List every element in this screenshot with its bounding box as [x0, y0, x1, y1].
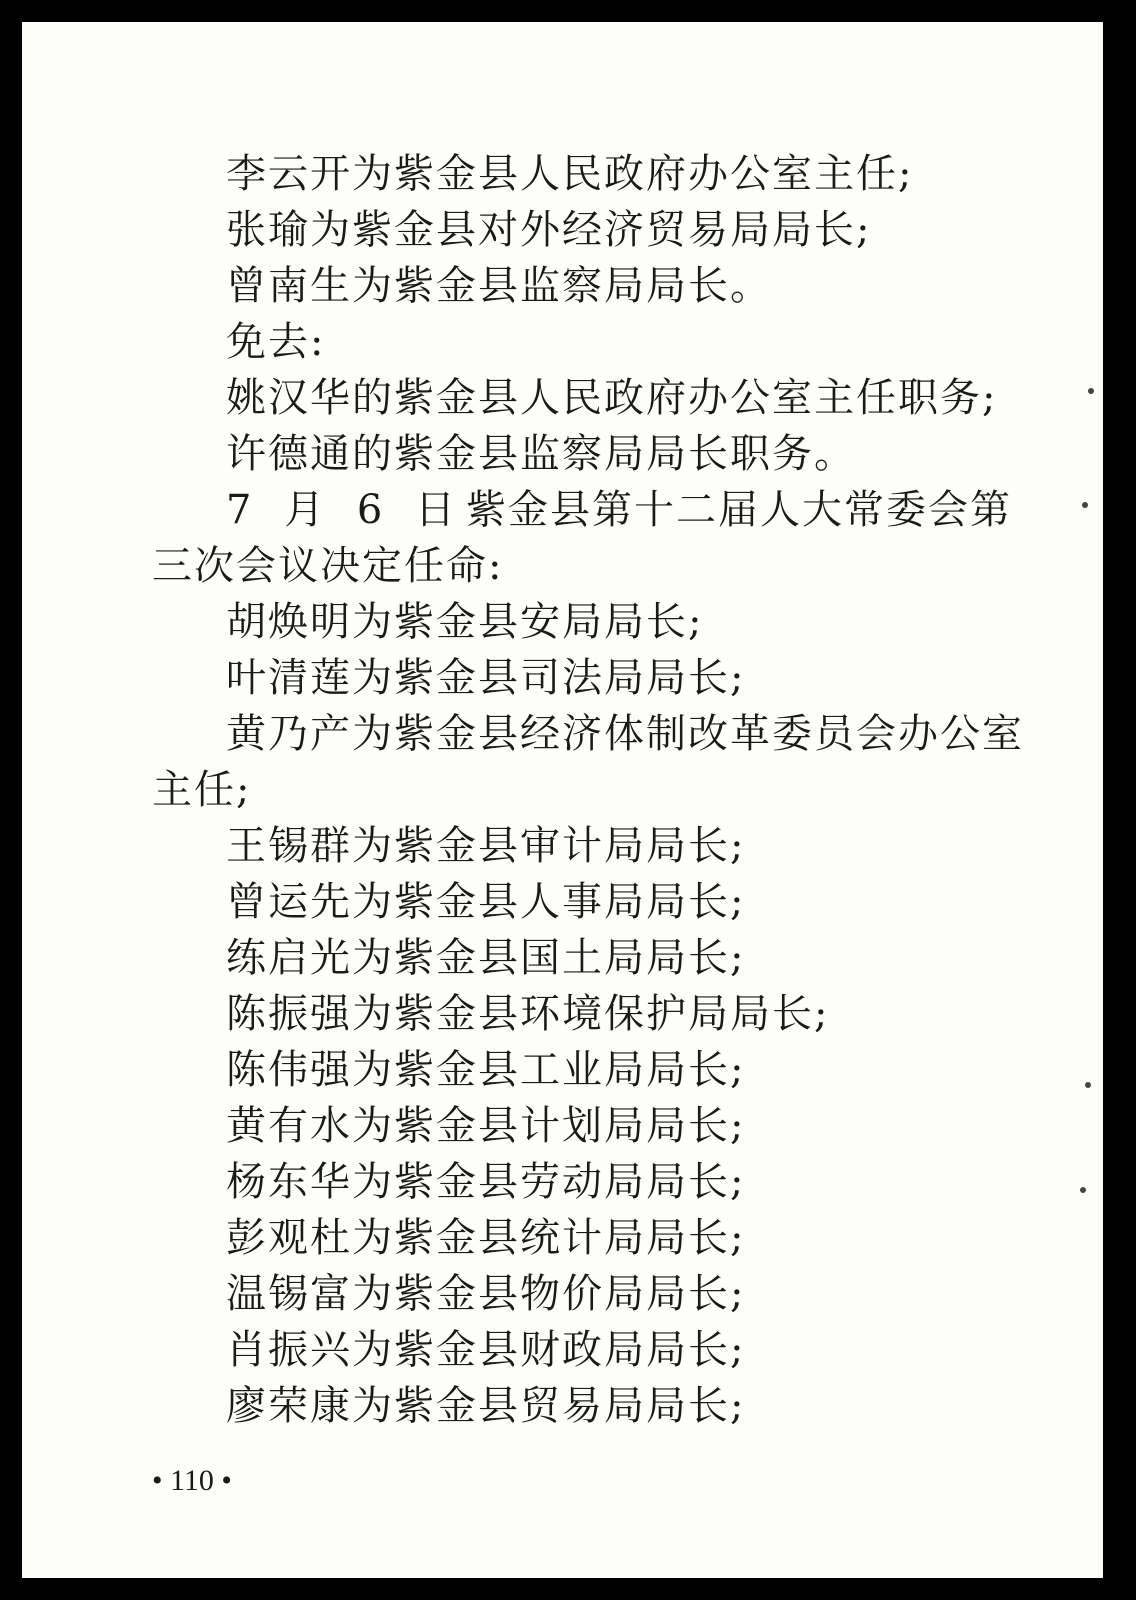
- text-line: 黄乃产为紫金县经济体制改革委员会办公室: [226, 711, 1024, 757]
- document-page: [22, 22, 1103, 1578]
- text-line: 免去:: [226, 319, 326, 365]
- text-line: 陈振强为紫金县环境保护局局长;: [226, 991, 830, 1037]
- text-line: 李云开为紫金县人民政府办公室主任;: [226, 151, 914, 197]
- punch-hole-mark: [1088, 388, 1094, 394]
- punch-hole-mark: [1082, 502, 1088, 508]
- text-line: 肖振兴为紫金县财政局局长;: [226, 1327, 746, 1373]
- punch-hole-mark: [1085, 1082, 1091, 1088]
- entry-date: 7 月 6 日: [226, 487, 466, 533]
- text-line: 叶清莲为紫金县司法局局长;: [226, 655, 746, 701]
- text-line: 姚汉华的紫金县人民政府办公室主任职务;: [226, 375, 998, 421]
- entry-text: 紫金县第十二届人大常委会第: [466, 487, 1012, 533]
- text-line: 王锡群为紫金县审计局局长;: [226, 823, 746, 869]
- text-line: 张瑜为紫金县对外经济贸易局局长;: [226, 207, 872, 253]
- text-line: 杨东华为紫金县劳动局局长;: [226, 1159, 746, 1205]
- text-line: 许德通的紫金县监察局局长职务。: [226, 431, 856, 477]
- text-line: 主任;: [152, 767, 252, 813]
- text-line: 温锡富为紫金县物价局局长;: [226, 1271, 746, 1317]
- text-line: 黄有水为紫金县计划局局长;: [226, 1103, 746, 1149]
- dated-entry: [226, 486, 1012, 534]
- text-line: 胡焕明为紫金县安局局长;: [226, 599, 704, 645]
- page-number: • 110 •: [152, 1464, 232, 1497]
- text-line: 彭观杜为紫金县统计局局长;: [226, 1215, 746, 1261]
- text-line: 廖荣康为紫金县贸易局局长;: [226, 1383, 746, 1429]
- text-line: 曾运先为紫金县人事局局长;: [226, 879, 746, 925]
- text-line: 练启光为紫金县国土局局长;: [226, 935, 746, 981]
- text-line: 三次会议决定任命:: [152, 543, 504, 589]
- punch-hole-mark: [1080, 1187, 1086, 1193]
- text-line: 曾南生为紫金县监察局局长。: [226, 263, 772, 309]
- text-line: 陈伟强为紫金县工业局局长;: [226, 1047, 746, 1093]
